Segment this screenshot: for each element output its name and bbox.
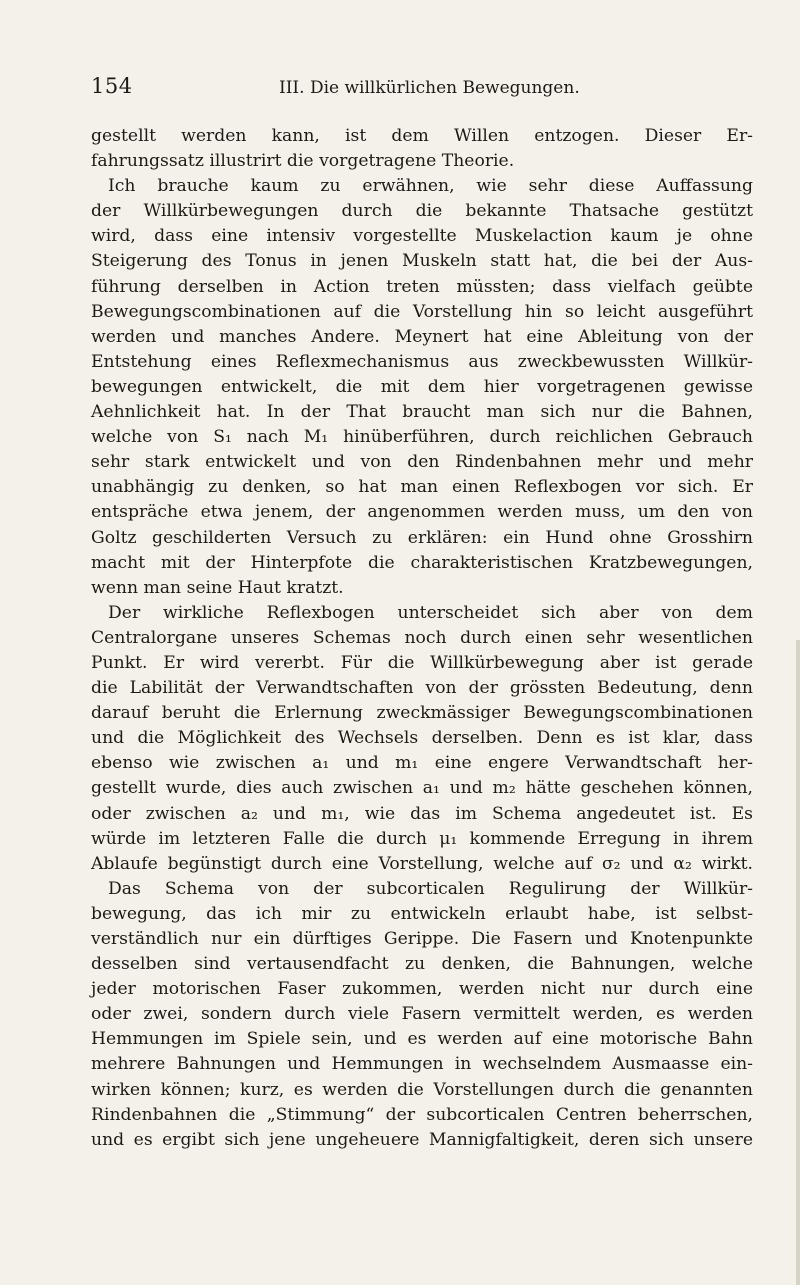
text-line: Bewegungscombinationen auf die Vorstellung hin so leicht ausgeführt bbox=[91, 301, 753, 322]
body-text bbox=[91, 124, 753, 1153]
text-line: Ablaufe begünstigt durch eine Vorstellung, welche auf σ₂ und α₂ wirkt. bbox=[91, 853, 753, 874]
text-line: Steigerung des Tonus in jenen Muskeln statt hat, die bei der Aus- bbox=[91, 251, 753, 272]
text-line: unabhängig zu denken, so hat man einen Reflexbogen vor sich. Er bbox=[91, 477, 753, 498]
text-line: und es ergibt sich jene ungeheuere Mannigfaltigkeit, deren sich unsere bbox=[91, 1129, 753, 1150]
text-line: gestellt werden kann, ist dem Willen entzogen. Dieser Er- bbox=[91, 126, 753, 146]
text-line: wirken können; kurz, es werden die Vorstellungen durch die genannten bbox=[91, 1079, 753, 1100]
text-line: mehrere Bahnungen und Hemmungen in wechselndem Ausmaasse ein- bbox=[91, 1054, 753, 1075]
text-line: entspräche etwa jenem, der angenommen werden muss, um den von bbox=[91, 502, 753, 523]
text-line: oder zwei, sondern durch viele Fasern vermittelt werden, es werden bbox=[91, 1004, 753, 1025]
text-line: Rindenbahnen die „Stimmung“ der subcorticalen Centren beherrschen, bbox=[91, 1104, 753, 1125]
text-line: sehr stark entwickelt und von den Rindenbahnen mehr und mehr bbox=[91, 452, 753, 473]
page-header bbox=[91, 74, 751, 106]
text-line: bewegung, das ich mir zu entwickeln erlaubt habe, ist selbst- bbox=[91, 903, 753, 924]
text-line: darauf beruht die Erlernung zweckmässiger Bewegungscombinationen bbox=[91, 703, 753, 724]
text-line: Punkt. Er wird vererbt. Für die Willkürbewegung aber ist gerade bbox=[91, 652, 753, 673]
text-line: Der wirkliche Reflexbogen unterscheidet sich aber von dem bbox=[108, 602, 753, 623]
text-line: Centralorgane unseres Schemas noch durch einen sehr wesentlichen bbox=[91, 627, 753, 648]
text-line: oder zwischen a₂ und m₁, wie das im Schema angedeutet ist. Es bbox=[91, 803, 753, 824]
text-line: fahrungssatz illustrirt die vorgetragene Theorie. bbox=[91, 151, 515, 172]
text-line: der Willkürbewegungen durch die bekannte Thatsache gestützt bbox=[91, 201, 753, 222]
text-line: gestellt wurde, dies auch zwischen a₁ und m₂ hätte geschehen können, bbox=[91, 778, 753, 799]
text-line: wird, dass eine intensiv vorgestellte Muskelaction kaum je ohne bbox=[91, 226, 753, 247]
text-line: macht mit der Hinterpfote die charakteristischen Kratzbewegungen, bbox=[91, 552, 753, 573]
text-line: welche von S₁ nach M₁ hinüberführen, durch reichlichen Gebrauch bbox=[91, 427, 753, 448]
text-line: würde im letzteren Falle die durch μ₁ kommende Erregung in ihrem bbox=[91, 828, 753, 849]
text-line: ebenso wie zwischen a₁ und m₁ eine engere Verwandtschaft her- bbox=[91, 753, 753, 774]
text-line: verständlich nur ein dürftiges Gerippe. Die Fasern und Knotenpunkte bbox=[91, 929, 753, 949]
text-line: werden und manches Andere. Meynert hat eine Ableitung von der bbox=[91, 326, 753, 347]
text-line: und die Möglichkeit des Wechsels derselben. Denn es ist klar, dass bbox=[91, 728, 753, 749]
text-line: die Labilität der Verwandtschaften von der grössten Bedeutung, denn bbox=[91, 678, 753, 699]
page-edge-shadow bbox=[796, 640, 800, 1285]
text-line: Aehnlichkeit hat. In der That braucht man sich nur die Bahnen, bbox=[91, 402, 753, 423]
text-line: wenn man seine Haut kratzt. bbox=[91, 577, 344, 598]
text-line: desselben sind vertausendfacht zu denken, die Bahnungen, welche bbox=[91, 954, 753, 975]
text-line: Hemmungen im Spiele sein, und es werden auf eine motorische Bahn bbox=[91, 1029, 753, 1050]
text-line: Ich brauche kaum zu erwähnen, wie sehr diese Auffassung bbox=[108, 176, 753, 197]
text-line: jeder motorischen Faser zukommen, werden nicht nur durch eine bbox=[91, 979, 753, 1000]
text-line: Entstehung eines Reflexmechanismus aus zweckbewussten Willkür- bbox=[91, 351, 753, 372]
text-line: führung derselben in Action treten müssten; dass vielfach geübte bbox=[91, 276, 753, 297]
text-line: bewegungen entwickelt, die mit dem hier vorgetragenen gewisse bbox=[91, 376, 753, 397]
text-line: Das Schema von der subcorticalen Regulirung der Willkür- bbox=[108, 878, 753, 899]
running-head: III. Die willkürlichen Bewegungen. bbox=[279, 78, 580, 98]
text-line: Goltz geschilderten Versuch zu erklären: ein Hund ohne Grosshirn bbox=[91, 527, 753, 548]
page-number: 154 bbox=[91, 74, 133, 98]
